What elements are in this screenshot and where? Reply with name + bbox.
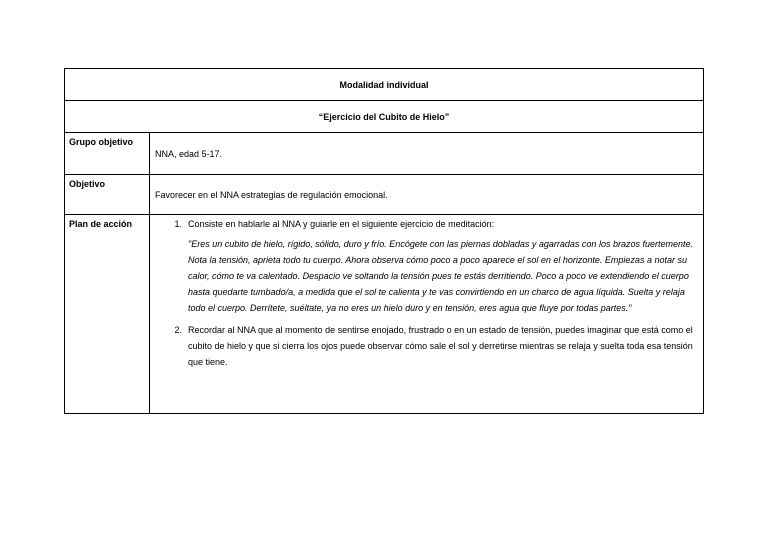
- plan-accion-cell: [150, 215, 704, 414]
- exercise-title: “Ejercicio del Cubito de Hielo”: [65, 101, 704, 133]
- subtitle-row: [65, 101, 704, 133]
- plan-item-2-number: 2.: [174, 325, 182, 335]
- objetivo-value: Favorecer en el NNA estrategias de regulación emocional.: [155, 189, 388, 200]
- meditation-quote: "Eres un cubito de hielo, rígido, sólido, duro y frío. Encógete con las piernas dobladas y agarradas con los brazos fuertemente. Nota la tensión, aprieta todo tu cuerpo. Ahora observa cómo poco a poco aparece el sol en el horizonte. Empiezas a notar su calor, cómo te va calentado. Despacio ve soltando la tensión pues te estás derritiendo. Poco a poco ve extendiendo el cuerpo hasta quedarte tumbado/a, a medida que el sol te calienta y te vas convirtiendo en un charco de agua líquida. Suelta y relaja todo el cuerpo. Derrítete, suéltate, ya no eres un hielo duro y en tensión, eres agua que fluye por todas partes.": [188, 239, 693, 313]
- plan-item-2: [154, 322, 699, 370]
- modality-title: Modalidad individual: [65, 69, 704, 101]
- plan-item-1-number: 1.: [174, 219, 182, 229]
- grupo-objetivo-label: Grupo objetivo: [65, 133, 150, 175]
- plan-accion-label: Plan de acción: [65, 215, 150, 414]
- plan-accion-row: [65, 215, 704, 414]
- plan-item-1-text: Consiste en hablarle al NNA y guiarle en el siguiente ejercicio de meditación:: [188, 219, 495, 229]
- grupo-objetivo-value: NNA, edad 5-17.: [155, 148, 223, 159]
- title-row: [65, 69, 704, 101]
- plan-list: [154, 216, 699, 370]
- objetivo-row: [65, 175, 704, 215]
- objetivo-label: Objetivo: [65, 175, 150, 215]
- grupo-objetivo-cell: [150, 133, 704, 175]
- plan-item-2-text: Recordar al NNA que al momento de sentirse enojado, frustrado o en un estado de tensión, puedes imaginar que está como el cubito de hielo y que si cierra los ojos puede observar cómo sale el sol y derretirse mientras se relaja y suelta toda esa tensión que tiene.: [188, 325, 693, 367]
- activity-table: [64, 68, 704, 414]
- grupo-objetivo-row: [65, 133, 704, 175]
- plan-item-1: [154, 216, 699, 316]
- objetivo-cell: [150, 175, 704, 215]
